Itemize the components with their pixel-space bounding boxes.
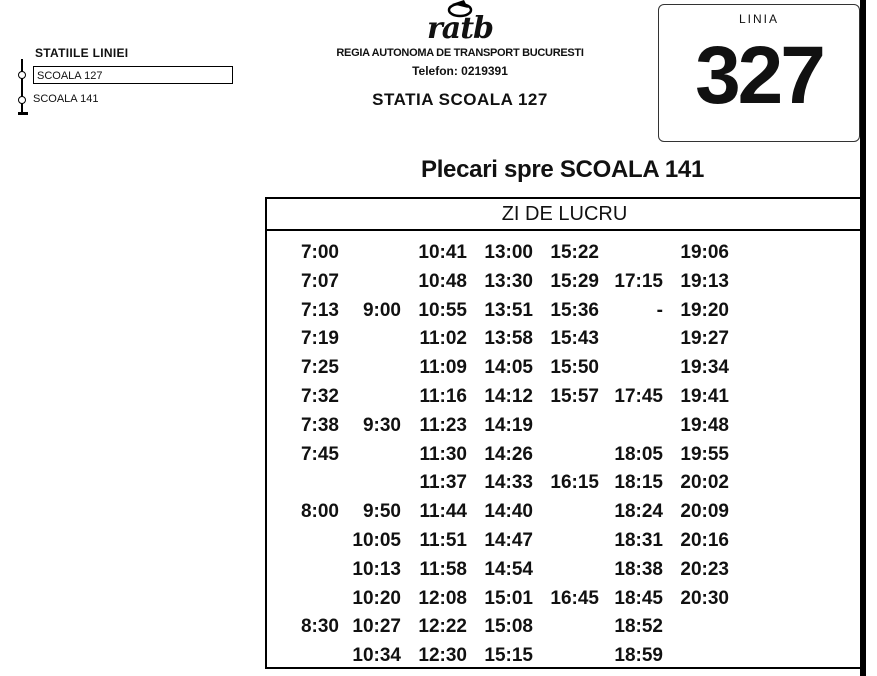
- departure-time: 15:15: [484, 645, 533, 667]
- station-dot-icon: [18, 96, 26, 104]
- route-stations-panel: [18, 46, 248, 121]
- departure-time: 15:50: [550, 357, 599, 379]
- departure-time: 11:30: [419, 443, 467, 465]
- departure-time: 20:23: [680, 558, 729, 580]
- departure-time: 15:43: [550, 328, 599, 350]
- station-item-current: SCOALA 127: [33, 66, 233, 84]
- departure-time: 14:26: [484, 443, 533, 465]
- departure-time: [269, 556, 339, 585]
- departure-time: 14:12: [484, 385, 533, 407]
- departure-time: [529, 556, 599, 585]
- departure-time: [331, 239, 401, 268]
- departure-time: 13:58: [484, 328, 533, 350]
- departure-time: [269, 585, 339, 614]
- departure-time: [529, 642, 599, 671]
- departure-time: 11:44: [419, 501, 467, 523]
- departure-time: 12:08: [418, 587, 467, 609]
- timetable: [265, 197, 862, 669]
- departure-time: 15:57: [550, 385, 599, 407]
- departure-time: [529, 498, 599, 527]
- departure-time: 10:27: [352, 616, 401, 638]
- departure-time: 18:45: [614, 587, 663, 609]
- departure-time: 15:36: [550, 299, 599, 321]
- departure-time: 16:45: [550, 587, 599, 609]
- departure-time: 14:05: [484, 357, 533, 379]
- departure-time: 7:07: [300, 270, 339, 292]
- departure-time: [593, 412, 663, 441]
- departure-column: [593, 239, 663, 671]
- departure-time: 10:48: [418, 270, 467, 292]
- departure-time: [331, 469, 401, 498]
- departure-time: [331, 325, 401, 354]
- departure-time: 19:20: [680, 299, 729, 321]
- departure-time: 19:34: [680, 357, 729, 379]
- departure-time: 11:51: [419, 529, 467, 551]
- departure-column: [269, 239, 339, 671]
- departure-time: 10:20: [352, 587, 401, 609]
- departure-time: 20:30: [680, 587, 729, 609]
- line-number-box: [658, 4, 860, 142]
- departure-time: 17:15: [614, 270, 663, 292]
- departure-time: 18:31: [614, 529, 663, 551]
- departure-time: [269, 527, 339, 556]
- operator-name: REGIA AUTONOMA DE TRANSPORT BUCURESTI: [336, 47, 584, 59]
- logo-wordmark: ratb: [426, 11, 494, 46]
- route-end-icon: [18, 112, 28, 115]
- departure-time: 11:37: [419, 472, 467, 494]
- departure-time: [331, 441, 401, 470]
- departure-time: 11:23: [419, 414, 467, 436]
- departure-time: 14:40: [484, 501, 533, 523]
- departure-time: 19:55: [680, 443, 729, 465]
- departure-time: [269, 469, 339, 498]
- departure-time: 10:55: [418, 299, 467, 321]
- departure-time: 9:50: [362, 501, 401, 523]
- stations-title: STATIILE LINIEI: [35, 46, 129, 60]
- departure-time: 11:02: [419, 328, 467, 350]
- departure-time: 13:00: [484, 242, 533, 263]
- route-line-icon: [21, 59, 23, 114]
- departure-time: 11:58: [419, 558, 467, 580]
- departure-time: 12:22: [418, 616, 467, 638]
- departure-time: 16:15: [550, 472, 599, 494]
- ratb-logo: [420, 0, 500, 46]
- departure-time: [331, 268, 401, 297]
- departure-time: [593, 239, 663, 268]
- departure-time: 18:52: [614, 616, 663, 638]
- departure-time: 18:15: [614, 472, 663, 494]
- departure-time: 20:16: [680, 529, 729, 551]
- station-dot-icon: [18, 71, 26, 79]
- line-number: 327: [695, 30, 823, 121]
- departure-time: 12:30: [418, 645, 467, 667]
- line-label: LINIA: [738, 12, 779, 26]
- departure-time: 15:29: [550, 270, 599, 292]
- operator-phone: Telefon: 0219391: [412, 64, 508, 78]
- departure-time: 20:02: [680, 472, 729, 494]
- departure-time: 20:09: [680, 501, 729, 523]
- departure-time: 15:08: [484, 616, 533, 638]
- direction-title: Plecari spre SCOALA 141: [420, 156, 704, 183]
- departure-time: 11:09: [419, 357, 467, 379]
- departure-time: [659, 613, 729, 642]
- departure-time: [529, 412, 599, 441]
- departure-column: [397, 239, 467, 671]
- departure-time: [529, 613, 599, 642]
- departure-column: [529, 239, 599, 671]
- departure-time: 7:32: [300, 385, 339, 407]
- departure-time: [593, 325, 663, 354]
- departure-time: [659, 642, 729, 671]
- departure-time: [331, 354, 401, 383]
- departure-time: [269, 642, 339, 671]
- departure-time: 7:13: [300, 299, 339, 321]
- departure-column: [659, 239, 729, 671]
- departure-time: 15:01: [484, 587, 533, 609]
- departure-time: 14:19: [484, 414, 533, 436]
- departure-time: 17:45: [614, 385, 663, 407]
- departure-time: 19:13: [680, 270, 729, 292]
- departure-time: 18:05: [614, 443, 663, 465]
- departure-time: -: [656, 299, 663, 321]
- departure-time: 18:59: [614, 645, 663, 667]
- departure-time: 7:25: [300, 357, 339, 379]
- departure-time: 19:06: [680, 242, 729, 263]
- departure-time: [529, 527, 599, 556]
- departure-time: 9:00: [362, 299, 401, 321]
- departure-time: 10:34: [352, 645, 401, 667]
- departure-time: 10:13: [352, 558, 401, 580]
- departure-time: 10:41: [418, 242, 467, 263]
- departure-time: 18:38: [614, 558, 663, 580]
- departure-time: 8:30: [300, 616, 339, 638]
- departure-time: 19:27: [680, 328, 729, 350]
- departure-time: 13:30: [484, 270, 533, 292]
- departure-column: [331, 239, 401, 671]
- departure-time: 7:45: [300, 443, 339, 465]
- departure-time: 14:33: [484, 472, 533, 494]
- departure-time: [331, 383, 401, 412]
- departure-time: 13:51: [484, 299, 533, 321]
- stop-name: STATIA SCOALA 127: [372, 90, 548, 109]
- departure-time: [529, 441, 599, 470]
- departure-time: 7:19: [300, 328, 339, 350]
- station-item: SCOALA 141: [33, 93, 99, 105]
- departure-time: 7:00: [300, 242, 339, 263]
- departure-time: 11:16: [419, 385, 467, 407]
- departure-time: 19:41: [680, 385, 729, 407]
- departure-time: 7:38: [300, 414, 339, 436]
- day-type-header: ZI DE LUCRU: [267, 199, 862, 231]
- departure-time: 19:48: [680, 414, 729, 436]
- departure-time: 9:30: [362, 414, 401, 436]
- departure-time: [593, 354, 663, 383]
- departure-time: 15:22: [550, 242, 599, 263]
- departure-time: 14:47: [484, 529, 533, 551]
- departure-time: 8:00: [300, 501, 339, 523]
- departure-time: 14:54: [484, 558, 533, 580]
- departure-time: 18:24: [614, 501, 663, 523]
- departure-column: [463, 239, 533, 671]
- departure-time: 10:05: [352, 529, 401, 551]
